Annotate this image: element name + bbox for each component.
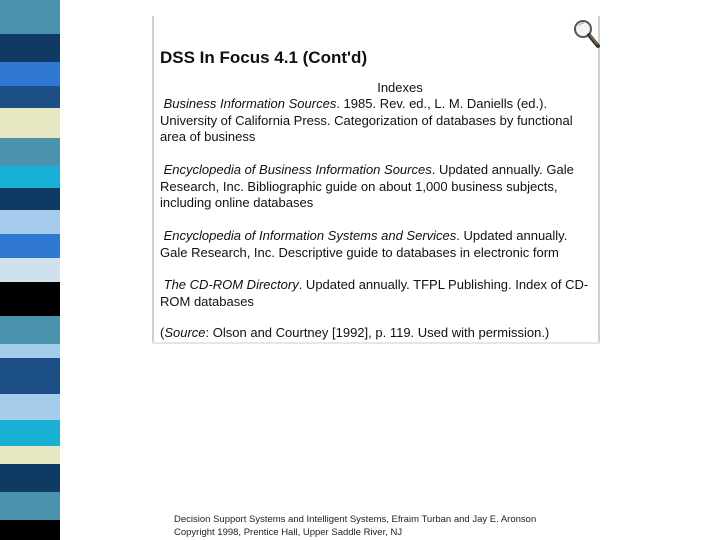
stripe (0, 344, 68, 358)
stripe (0, 464, 68, 492)
source-label: Source (164, 325, 206, 340)
stripe (0, 234, 68, 258)
panel-border-right (598, 16, 600, 344)
panel-border-left (152, 16, 154, 344)
reference-entry (160, 228, 596, 261)
footer-copyright: Copyright 1998, Prentice Hall, Upper Saddle River, NJ (174, 526, 403, 538)
stripe (0, 520, 68, 540)
slide-footer (174, 514, 536, 539)
stripe (0, 0, 68, 34)
source-open-paren: ( (160, 325, 165, 340)
stripe (0, 492, 68, 520)
reference-title: Encyclopedia of Business Information Sources (163, 162, 432, 177)
stripe (0, 358, 68, 394)
footer-credit: Decision Support Systems and Intelligent Systems, Efraim Turban and Jay E. Aronson (174, 514, 537, 525)
stripe (0, 34, 68, 62)
reference-details: . Updated annually. Gale Research, Inc. Bibliographic guide on about 1,000 business subjects, including online databases (160, 162, 574, 210)
magnifier-icon (572, 18, 602, 50)
stripe (0, 108, 68, 138)
decorative-stripe-bar (0, 0, 68, 540)
stripe (0, 394, 68, 420)
reference-title: The CD-ROM Directory (163, 277, 299, 292)
stripe (0, 446, 68, 464)
reference-title: Business Information Sources (163, 96, 337, 111)
reference-entry (160, 162, 596, 212)
stripe (0, 138, 68, 166)
reference-details: . Updated annually. Gale Research, Inc. Descriptive guide to databases in electronic form (160, 228, 568, 260)
page-title: DSS In Focus 4.1 (Cont'd) (160, 48, 368, 67)
stripe (0, 188, 68, 210)
source-details: : Olson and Courtney [1992], p. 119. Used with permission.) (205, 325, 550, 340)
reference-entry (160, 277, 596, 310)
reference-entry (160, 96, 596, 146)
stripe (0, 62, 68, 86)
stripe (0, 166, 68, 188)
panel-border-bottom (152, 342, 600, 344)
stripe (0, 316, 68, 344)
stripe (0, 282, 68, 316)
stripe (0, 86, 68, 108)
reference-details: . 1985. Rev. ed., L. M. Daniells (ed.). University of California Press. Categorization of databases by functional area of business (160, 96, 573, 144)
stripe (0, 258, 68, 282)
section-heading: Indexes (377, 80, 423, 95)
stripe (0, 210, 68, 234)
stripe (0, 420, 68, 446)
source-citation (160, 325, 596, 342)
reference-details: . Updated annually. TFPL Publishing. Index of CD-ROM databases (160, 277, 589, 309)
reference-title: Encyclopedia of Information Systems and Services (163, 228, 457, 243)
